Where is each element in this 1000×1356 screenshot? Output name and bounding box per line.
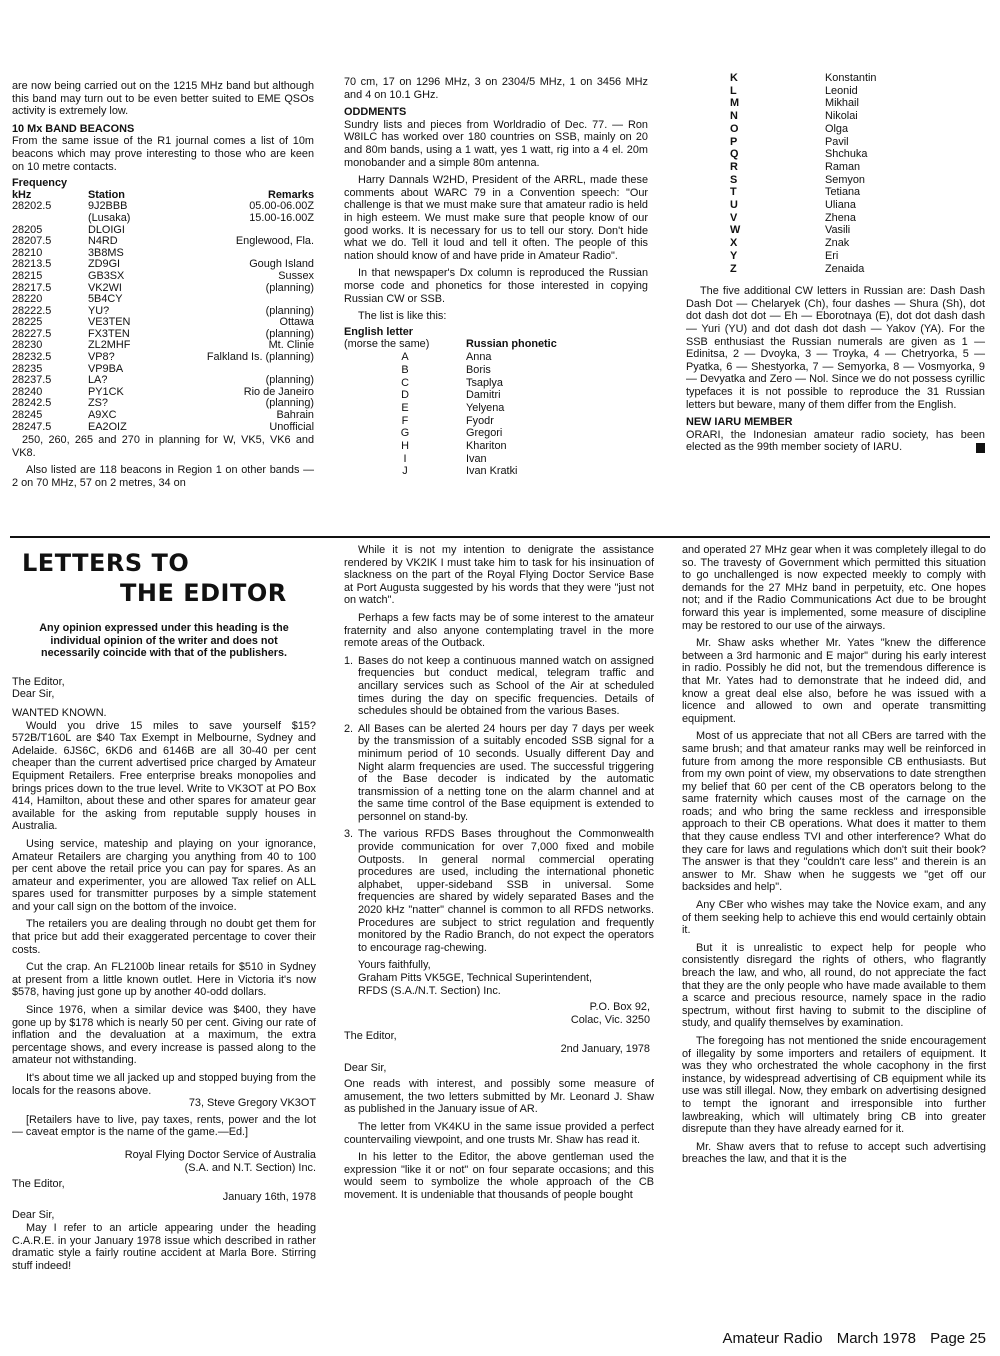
phonetic-word: Damitri [466,389,501,402]
phonetic-row [686,136,876,149]
beacon-remarks: Unofficial [269,420,314,433]
beacon-frequency: 28227.5 [12,327,52,340]
beacon-station: 5B4CY [88,293,123,306]
beacon-row [12,283,314,295]
phonetic-row [686,224,876,237]
letters-title-line-2: THE EDITOR [120,579,287,607]
phonetic-row [344,389,557,402]
letter-3-address-2: Colac, Vic. 3250 [570,1013,650,1026]
iaru-heading: NEW IARU MEMBER [686,416,793,429]
letter-3-p4: and operated 27 MHz gear when it was completely illegal to do so. The travesty of Government which permitted this situation to go unchallenged is now expected meekly to comply with demands for the 27 MHz band in perpetuity, etc. One hopes not; and if the Radio Communications Act due to be brought forward this year is implemented, some measure of discipline may be restored to our use of the airways. [682,544,986,632]
beacon-remarks [184,294,314,306]
letters-column-2 [344,544,654,1207]
beacon-station: VE3TEN [88,316,131,329]
beacon-station: FX3TEN [88,327,130,340]
letter-1-p1: Would you drive 15 miles to save yourself $15? 572B/T160L are $40 Tax Exempt in Melbourne, Sydney and Adelaide. 6JS6C, 6KD6 and 6146B are all 30-40 per cent cheaper than the current advertised price charged by Amateur Equipment Retailers. Free enterprise breaks monopolies and brings prices down to the true level. Write to VK3OT at PO Box 414, Hamilton, about these and other spares for amateur gear available for the asking from reputable supply houses in Australia. [12,719,316,833]
beacon-frequency: 28213.5 [12,258,52,271]
issue-date: March 1978 [836,1330,916,1347]
letter-2-signer: Graham Pitts VK5GE, Technical Superintendent, [358,972,593,984]
phonetic-row [686,174,876,187]
english-letter-header: English letter [344,325,413,338]
letters-disclaimer: Any opinion expressed under this heading is the individual opinion of the writer and does not necessarily coincide with that of the publishers. [39,622,289,660]
beacon-station: 3B8MS [88,246,124,259]
beacon-row [12,410,314,422]
beacon-frequency: 28242.5 [12,397,52,410]
phonetic-row [686,123,876,136]
phonetic-row [344,465,557,478]
beacon-frequency: 28230 [12,339,43,352]
letter-3-p2: The letter from VK4KU in the same issue provided a perfect countervailing viewpoint, and one trusts Mr. Shaw has read it. [344,1120,654,1146]
phonetic-word: Semyon [825,173,865,186]
beacon-frequency: 28215 [12,269,43,282]
letter-3-p1: One reads with interest, and possibly some measure of amusement, the two letters submitted by Mr. Leonard J. Shaw as published in the January issue of AR. [344,1078,654,1116]
beacon-station: N4RD [88,235,118,248]
oddments-heading: ODDMENTS [344,106,407,119]
beacon-station: VK2WI [88,281,122,294]
phonetic-letter: Z [730,262,737,275]
remarks-header: Remarks [267,188,314,201]
phonetic-row [344,415,557,428]
beacon-row [12,398,314,410]
beacon-remarks: (planning) [265,327,314,340]
letter-2-date: January 16th, 1978 [222,1190,316,1203]
beacon-remarks: Ottawa [279,316,314,329]
beacon-frequency: 28240 [12,385,43,398]
beacon-station: A9XC [88,409,117,422]
beacon-remarks: Gough Island [249,258,314,271]
letter-3-p5: Mr. Shaw asks whether Mr. Yates "knew the difference between a 3rd harmonic and E major" during his early interest in radio. Possibly he did not, but the tremendous difference is that Mr. Yates had to demonstrate that he indeed did, and know a great deal else also, before he was issued with a licence and allowed to own and operate transmitting equipment. [682,637,986,725]
phonetic-letter: B [401,363,409,376]
list-item-text: All Bases can be alerted 24 hours per day 7 days per week by the transmission of a suitably encoded SSB signal for a minimum period of 10 seconds. Usually different Day and Night alarm frequencies are used. The successful triggering of the Base decoder is indicated by the automatic transmission of a netting tone on the alarm channel and at the same time control of the Base equipment is extended to personnel on stand-by. [358,722,654,823]
wanted-known: WANTED KNOWN. [12,706,107,719]
phonetic-letter: I [403,452,407,465]
beacon-frequency: 28202.5 [12,200,52,213]
letter-1-signature: 73, Steve Gregory VK3OT [188,1097,316,1110]
section-divider [10,536,990,538]
beacon-row [12,422,314,434]
letter-1-salutation: The Editor, [12,675,65,688]
phonetic-row [686,148,876,161]
beacons-header-row [12,178,314,201]
beacon-frequency: 28245 [12,409,43,422]
beacon-station: PY1CK [88,385,124,398]
newspaper-paragraph: In that newspaper's Dx column is reproduced the Russian morse code and phonetics for those interested in copying Russian CW or SSB. [344,267,648,305]
letter-3-p6: Most of us appreciate that not all CBers are tarred with the same brush; and that amateur ranks may well be reinforced in future from among the more responsible CB enthusiasts. But from my own point of view, my observations to date strengthen my belief that 60 per cent of the CB operators belong to the same fraternity which causes most of the carnage on the roads; and who bring the same reckless and irresponsible approach to their CB operations. What does it matter to them that they cause endless TVI and other interference? What do they care for laws and regulations which don't suit their book? The answer is that they "couldn't care less" and therein is an answer to Mr. Shaw when he suggests we "get off our backsides and help". [682,730,986,894]
list-item-text: Bases do not keep a continuous manned watch on assigned frequencies but conduct medical, telegram traffic and ancillary services such as School of the Air at scheduled times during the day on specific frequencies. Details of schedules should be obtained from the various Bases. [358,654,654,718]
phonetic-word: Anna [466,351,492,364]
beacon-station: EA2OIZ [88,420,127,433]
beacon-station: VP9BA [88,362,124,375]
beacon-station: ZS? [88,397,108,410]
phonetic-row [344,440,557,453]
phonetic-letter: O [730,122,739,135]
phonetic-word: Uliana [825,199,856,212]
phonetic-row [344,364,557,377]
beacon-remarks: (planning) [265,374,314,387]
letter-3-p7: Any CBer who wishes may take the Novice exam, and any of them seeking help to achieve this end would certainly obtain it. [682,899,986,937]
letter-1-p2: Using service, mateship and playing on your ignorance, Amateur Retailers are charging you anything from 40 to 100 per cent above the retail price you can pay for spares. As an amateur and experimenter, you are allowed Tax relief on ALL spares used for transmitter purposes by a simple statement and your call sign on the bottom of the invoice. [12,837,316,913]
letter-3-p8: But it is unrealistic to expect help for people who consistently disregard the rights of others, who flagrantly breach the law, and who, all round, do not appreciate the fact that they are the only people who have made available to them a scarce and precious resource, namely space in the radio spectrum, without first having to submit to the discipline of study, and qualify themselves by examination. [682,941,986,1030]
letter-2-closing: Yours faithfully, [358,959,431,972]
beacon-station: LA? [88,374,108,387]
phonetic-row [686,199,876,212]
phonetic-letter: G [400,427,410,440]
list-item [344,723,654,824]
phonetic-letter: M [730,97,740,110]
list-item [344,655,654,718]
phonetic-row [686,161,876,174]
page-footer [712,1330,986,1348]
beacon-remarks: (planning) [265,304,314,317]
letter-3-address-1: P.O. Box 92, [589,1001,650,1014]
beacon-remarks: Bahrain [276,409,314,422]
letter-3-p9: The foregoing has not mentioned the snide encouragement of illegality by some importers and retailers of equipment. It was they who orchestrated the whole cacophony in the first instance, by widespread advertising of CB equipment while its use was still illegal. Now, they embark on advertising designed to tempt the ignorant and irresponsible into further lawbreaking, which will ultimately bring CB into greater disrepute than they have already earned for it. [682,1034,986,1136]
phonetic-letter: F [401,414,409,427]
top-column-2 [344,76,648,478]
beacon-station: (Lusaka) [88,211,131,224]
phonetic-row [686,237,876,250]
beacon-frequency: 28225 [12,316,43,329]
top-column-1 [12,80,314,495]
letter-3-p10: Mr. Shaw avers that to refuse to accept such advertising breaches the law, and that it is the [682,1140,986,1166]
dannals-paragraph: Harry Dannals W2HD, President of the ARRL, made these comments about WARC 79 in a Convention speech: "Our challenge is that we must make sure that amateur radio is held in high esteem. We must make sure that people know of our good works. It is necessary for us to tell our story. Don't hide what we do. Tell it loud and tell it often. The people of this nation should know of and have pride in Amateur Radio". [344,174,648,262]
top-column-3 [686,72,985,459]
beacon-remarks: Sussex [278,269,314,282]
beacon-row [12,213,314,225]
phonetic-letter: N [730,110,738,123]
beacon-remarks: Rio de Janeiro [243,385,314,398]
beacon-remarks: (planning) [265,281,314,294]
phonetic-row [344,453,557,466]
phonetic-word: Zhena [825,211,856,224]
beacon-station: 9J2BBB [88,200,128,213]
beacon-frequency: 28205 [12,223,43,236]
additional-letters-paragraph: The five additional CW letters in Russian are: Dash Dash Dash Dot — Chelaryek (Ch), four dashes — Shura (Sh), dot dot dash dot dot — Eh — Eborotnaya (E), dot dot dash dash — Yuri (YU) and dot dash dot dash — Yakov (YA). For the SSB enthusiast the Russian numerals are given as 1 — Edinitsa, 2 — Dvoyka, 3 — Troyka, 4 — Chetryorka, 5 — Pyatka, 6 — Shestyorka, 7 — Semyorka, 8 — Vosmyorka, 9 — Devyatka and Zero — Nol. Since we do not possess cyrillic typefaces it is not possible to reproduce the 31 Russian letters but beware, many of them differ from the English. [686,285,985,411]
beacon-frequency: 28222.5 [12,304,52,317]
letter-2-editor: The Editor, [12,1178,65,1191]
list-item [344,828,654,954]
phonetic-table-a-j [344,326,557,478]
beacons-heading: 10 Mx BAND BEACONS [12,122,135,135]
phonetic-word: Nikolai [825,110,858,123]
beacon-row [12,236,314,248]
beacon-row [12,271,314,283]
phonetic-row [686,263,876,276]
phonetic-word: Fyodr [466,414,494,427]
phonetic-letter: P [730,135,738,148]
station-header: Station [88,188,125,201]
letters-title-line-1: LETTERS TO [22,549,190,577]
phonetic-word: Znak [825,237,850,250]
rfds-facts-list [344,655,654,955]
phonetic-row [344,351,557,364]
phonetic-word: Khariton [466,440,507,453]
phonetic-row [686,250,876,263]
beacon-remarks: Mt. Clinie [268,339,314,352]
phonetic-row [344,427,557,440]
beacon-frequency: 28217.5 [12,281,52,294]
phonetic-letter: R [730,160,738,173]
also-listed-paragraph: Also listed are 118 beacons in Region 1 on other bands — 2 on 70 MHz, 57 on 2 metres, 34 on [12,464,314,489]
phonetic-row [686,186,876,199]
letters-column-1 [12,548,316,1277]
phonetic-letter: S [730,173,738,186]
letter-2-p3: Perhaps a few facts may be of some interest to the amateur fraternity and also anyone contemplating travel in the more remote areas of the Outback. [344,611,654,650]
letter-3-p3: In his letter to the Editor, the above gentleman used the expression "like it or not" on four separate occasions; and this would seem to symbolize the whole approach of the CB movement. It is undeniable that thousands of people bought [344,1151,654,1201]
phonetic-letter: U [730,199,738,212]
phonetic-row [686,97,876,110]
iaru-paragraph: ORARI, the Indonesian amateur radio society, has been elected as the 99th member society of IARU. [686,428,985,454]
beacon-frequency [12,213,88,225]
beacon-row [12,259,314,271]
letter-1-p6: It's about time we all jacked up and stopped buying from the locals for the reasons above. [12,1072,316,1097]
list-item-text: The various RFDS Bases throughout the Commonwealth provide communication for over 7,000 fixed and mobile Outposts. In general normal commercial operating procedures are used, including the international phonetic alphabet, upper-sideband SSB in universal. Some frequencies are shared by widely separated Bases and the 2020 kHz "natter" channel is common to all RFDS networks. Procedures are subject to strict regulation and frequently monitored by the Radio Branch, do not expect the operators to encourage rag-chewing. [358,828,654,954]
russian-phonetic-header: Russian phonetic [466,338,557,351]
rfds-heading-1: Royal Flying Doctor Service of Australia [124,1148,316,1161]
letter-1-p4: Cut the crap. An FL2100b linear retails for $510 in Sydney at present from a little known outlet. Here in Victoria it's now $578, having just gone up by another 40-odd dollars. [12,961,316,999]
beacon-remarks: (planning) [265,397,314,410]
magazine-name: Amateur Radio [722,1330,823,1347]
letter-3-editor: The Editor, [344,1030,397,1043]
list-item-number: 2. [344,722,354,735]
end-mark-icon [976,443,985,453]
phonetic-letter: H [401,440,409,453]
phonetic-word: Vasili [825,224,851,237]
phonetic-word: Mikhail [825,97,859,110]
phonetic-word: Raman [825,160,861,173]
phonetic-row [686,212,876,225]
phonetic-letter: V [730,211,738,224]
beacon-remarks: Falkland Is. (planning) [206,351,314,364]
letters-column-3 [682,544,986,1171]
phonetic-word: Olga [825,122,849,135]
beacon-station: VP8? [88,351,115,364]
phonetic-letter: X [730,237,738,250]
beacon-station: YU? [88,304,110,317]
letter-2-org: RFDS (S.A./N.T. Section) Inc. [358,984,501,997]
phonetic-letter: E [401,401,409,414]
phonetic-word: Eri [825,249,839,262]
beacon-station: GB3SX [88,269,125,282]
letter-1-p3: The retailers you are dealing through no doubt get them for that price but add their exaggerated percentage to cover their costs. [12,918,316,956]
phonetic-letter: K [730,72,738,84]
beacon-station: ZD9GI [88,258,121,271]
beacon-row [12,294,314,306]
list-item-number: 3. [344,828,354,841]
phonetic-row [344,377,557,390]
rfds-heading-2: (S.A. and N.T. Section) Inc. [184,1161,316,1174]
beacons-continuation: 70 cm, 17 on 1296 MHz, 3 on 2304/5 MHz, 1 on 3456 MHz and 4 on 10.1 GHz. [344,76,648,101]
beacon-frequency: 28232.5 [12,351,52,364]
letter-3-dear: Dear Sir, [344,1061,387,1074]
phonetic-word: Tsaplya [466,376,503,389]
phonetic-letter: Y [730,249,738,262]
phonetic-row [686,110,876,123]
phonetic-word: Tetiana [825,186,861,199]
phonetic-word: Shchuka [825,148,868,161]
frequency-header: Frequency kHz [12,177,68,201]
phonetic-word: Pavil [825,135,849,148]
beacon-frequency: 28207.5 [12,235,52,248]
phonetic-letter: C [401,376,409,389]
phonetic-letter: D [401,389,409,402]
phonetic-letter: J [402,465,408,478]
phonetic-word: Zenaida [825,262,865,275]
page-number: Page 25 [930,1330,986,1347]
list-item-number: 1. [344,654,354,667]
phonetic-header-row [344,326,557,339]
phonetic-row [686,85,876,98]
morse-same-note: (morse the same) [344,338,430,351]
list-intro: The list is like this: [358,310,447,323]
phonetic-word: Yelyena [466,401,505,414]
letter-2-p2: While it is not my intention to denigrate the assistance rendered by VK2IK I must take him to task for his insinuation of slackness on the part of the Royal Flying Doctor Service Base at Port Augusta suggested by his words that they were "just not on watch". [344,544,654,607]
letter-2-dear: Dear Sir, [12,1209,55,1222]
beacon-frequency: 28247.5 [12,420,52,433]
phonetic-letter: L [730,84,737,97]
eme-paragraph: are now being carried out on the 1215 MHz band but although this band may turn out to be even better suited to EME QSOs activity is extremely low. [12,80,314,118]
beacons-intro: From the same issue of the R1 journal comes a list of 10m beacons which may prove interesting to those who are keen on 10 metre contacts. [12,135,314,173]
phonetic-word: Boris [466,363,491,376]
beacon-remarks: Englewood, Fla. [235,235,314,248]
beacon-row [12,306,314,318]
beacon-frequency: 28235 [12,362,43,375]
beacon-station: ZL2MHF [88,339,131,352]
phonetic-row [686,72,876,85]
oddments-paragraph: Sundry lists and pieces from Worldradio of Dec. 77. — Ron W8ILC has worked over 180 countries on SSB, mainly on 20 and 80m bands, using a 1 watt, yes 1 watt, rig into a 4 el. 20m monobander and a simple 80m antenna. [344,118,648,169]
beacon-remarks: 15.00-16.00Z [249,211,314,224]
phonetic-row [344,402,557,415]
phonetic-table-k-z [686,72,876,275]
phonetic-word: Gregori [466,427,503,440]
beacon-remarks: 05.00-06.00Z [249,200,314,213]
phonetic-letter: W [730,224,741,237]
beacons-table [12,178,314,433]
phonetic-word: Konstantin [825,72,877,84]
beacon-frequency: 28237.5 [12,374,52,387]
beacon-row [12,352,314,364]
phonetic-word: Ivan Kratki [466,465,518,478]
editor-note: [Retailers have to live, pay taxes, rents, power and the lot — caveat emptor is the name of the game.—Ed.] [12,1113,316,1139]
beacon-frequency: 28220 [12,293,43,306]
letter-2-p1: May I refer to an article appearing under the heading C.A.R.E. in your January 1978 issue which described in rather dramatic style a fairly routine accident at Marla Bore. Stirring stuff indeed! [12,1221,316,1272]
letter-1-dear: Dear Sir, [12,688,55,701]
phonetic-letter: Q [730,148,739,161]
phonetic-letter: T [730,186,737,199]
phonetic-letter: A [401,351,409,364]
beacons-planning-note: 250, 260, 265 and 270 in planning for W, VK5, VK6 and VK8. [12,434,314,459]
letter-1-p5: Since 1976, when a similar device was $400, they have gone up by $178 which is nearly 50 per cent. Giving our rate of inflation and the devaluation at a maximum, the extra percentage shows, and every increase is passed along to the amateur not withstanding. [12,1004,316,1067]
letter-3-date: 2nd January, 1978 [560,1042,650,1055]
beacon-frequency: 28210 [12,246,43,259]
phonetic-word: Ivan [466,452,487,465]
beacon-station: DLOIGI [88,223,125,236]
phonetic-word: Leonid [825,84,858,97]
